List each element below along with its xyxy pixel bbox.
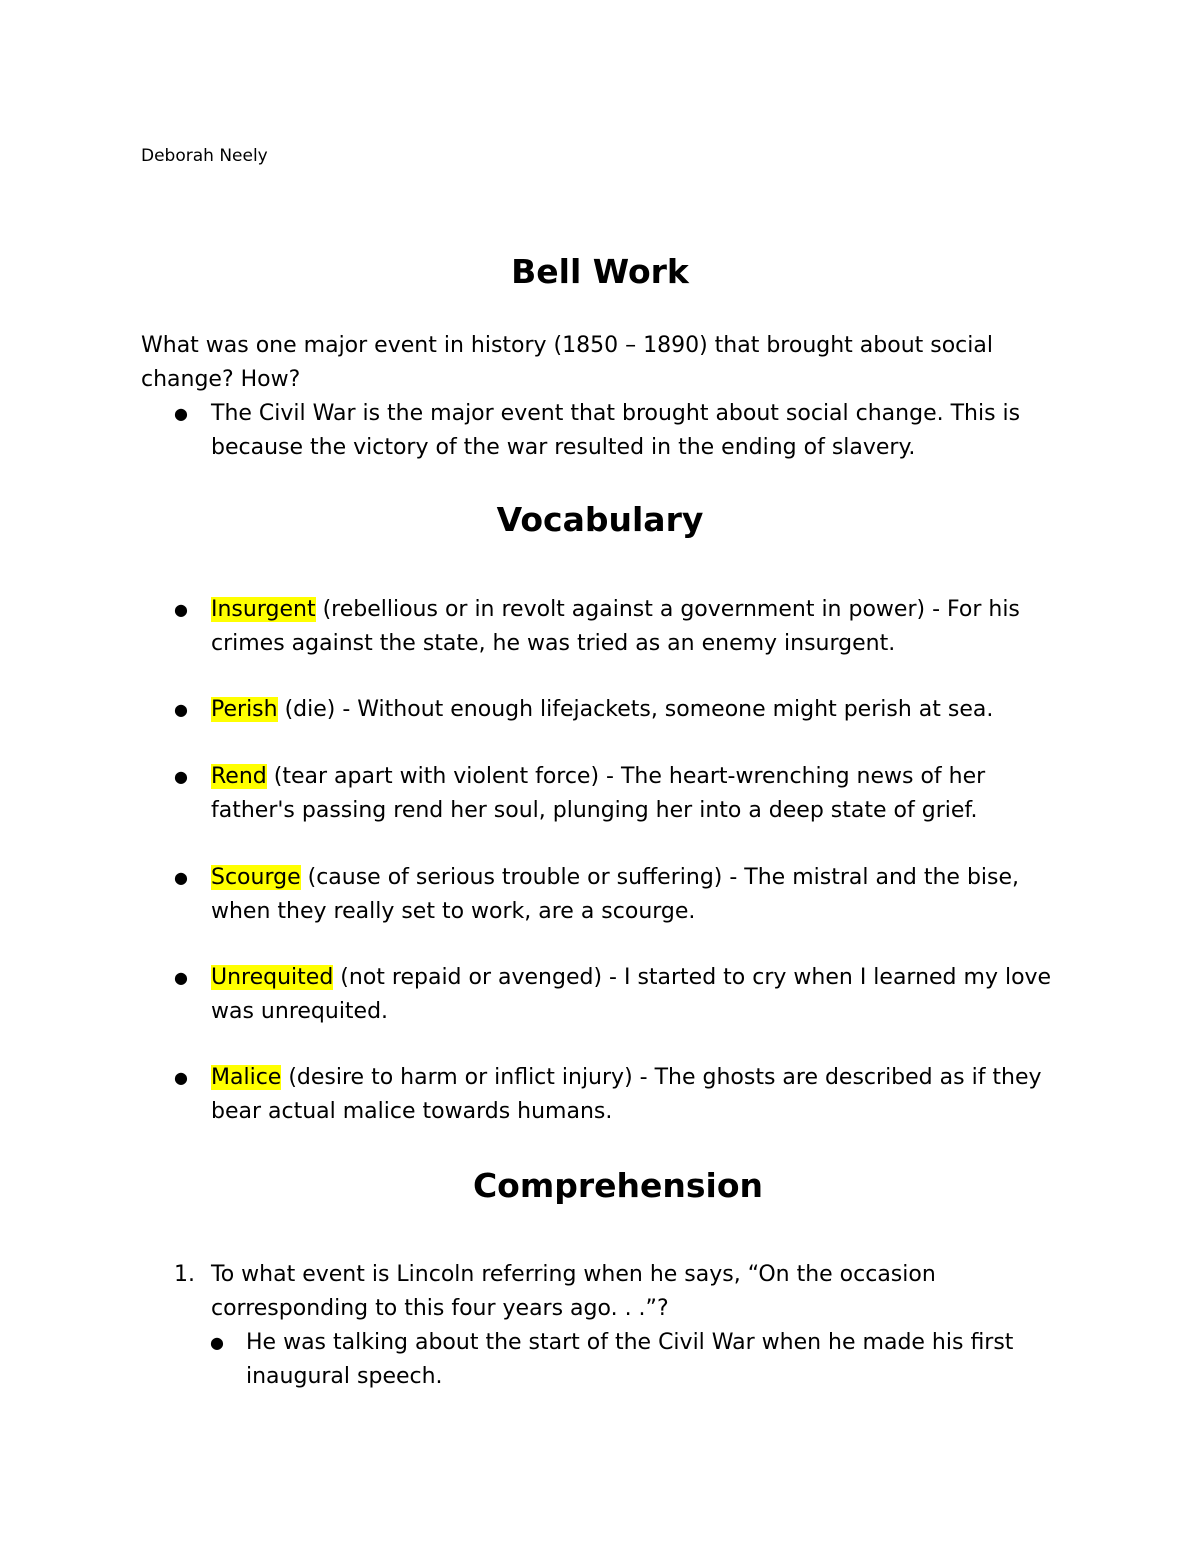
bell-work-question-line2: change? How? <box>141 367 301 392</box>
bell-work-answer-line1: The Civil War is the major event that brought about social change. This is <box>211 401 1021 426</box>
vocab-term: Scourge <box>211 865 301 890</box>
vocab-term: Malice <box>211 1065 282 1090</box>
vocab-item-malice-line1 <box>211 1061 1042 1095</box>
vocab-item-malice-line2: bear actual malice towards humans. <box>211 1099 613 1124</box>
comprehension-question-line2: corresponding to this four years ago. . .”? <box>211 1296 669 1321</box>
bullet-icon: ● <box>174 404 188 423</box>
author-name: Deborah Neely <box>141 146 268 166</box>
vocab-definition: (cause of serious trouble or suffering) - The mistral and the bise, <box>300 865 1020 890</box>
comprehension-question-line1: To what event is Lincoln referring when he says, “On the occasion <box>211 1262 936 1287</box>
bell-work-question-line1: What was one major event in history (1850 – 1890) that brought about social <box>141 333 993 358</box>
comprehension-answer-line2: inaugural speech. <box>246 1364 443 1389</box>
bullet-icon: ● <box>174 1068 188 1087</box>
vocab-item-scourge-line2: when they really set to work, are a scourge. <box>211 899 696 924</box>
bullet-icon: ● <box>174 700 188 719</box>
vocab-definition: (die) - Without enough lifejackets, someone might perish at sea. <box>277 697 994 722</box>
vocab-definition: (not repaid or avenged) - I started to cry when I learned my love <box>333 965 1052 990</box>
bullet-icon: ● <box>210 1333 224 1352</box>
vocab-item-rend-line2: father's passing rend her soul, plunging her into a deep state of grief. <box>211 798 978 823</box>
vocab-definition: (rebellious or in revolt against a government in power) - For his <box>315 597 1020 622</box>
vocab-item-unrequited-line2: was unrequited. <box>211 999 389 1024</box>
vocab-item-perish-line1 <box>211 693 993 727</box>
question-number: 1. <box>174 1262 195 1287</box>
bullet-icon: ● <box>174 600 188 619</box>
vocab-term: Insurgent <box>211 597 316 622</box>
vocab-item-unrequited-line1 <box>211 961 1051 995</box>
comprehension-heading: Comprehension <box>472 1166 764 1205</box>
vocab-term: Unrequited <box>211 965 334 990</box>
vocab-item-rend-line1 <box>211 760 985 794</box>
vocab-item-insurgent-line1 <box>211 593 1020 627</box>
bell-work-answer-line2: because the victory of the war resulted in the ending of slavery. <box>211 435 916 460</box>
comprehension-answer-line1: He was talking about the start of the Civil War when he made his first <box>246 1330 1014 1355</box>
vocab-item-insurgent-line2: crimes against the state, he was tried as an enemy insurgent. <box>211 631 896 656</box>
bullet-icon: ● <box>174 868 188 887</box>
vocab-definition: (tear apart with violent force) - The heart-wrenching news of her <box>266 764 986 789</box>
vocabulary-heading: Vocabulary <box>496 500 704 539</box>
vocab-definition: (desire to harm or inflict injury) - The ghosts are described as if they <box>281 1065 1042 1090</box>
bullet-icon: ● <box>174 968 188 987</box>
vocab-item-scourge-line1 <box>211 861 1019 895</box>
bullet-icon: ● <box>174 767 188 786</box>
vocab-term: Perish <box>211 697 278 722</box>
bell-work-heading: Bell Work <box>511 252 689 291</box>
vocab-term: Rend <box>211 764 267 789</box>
